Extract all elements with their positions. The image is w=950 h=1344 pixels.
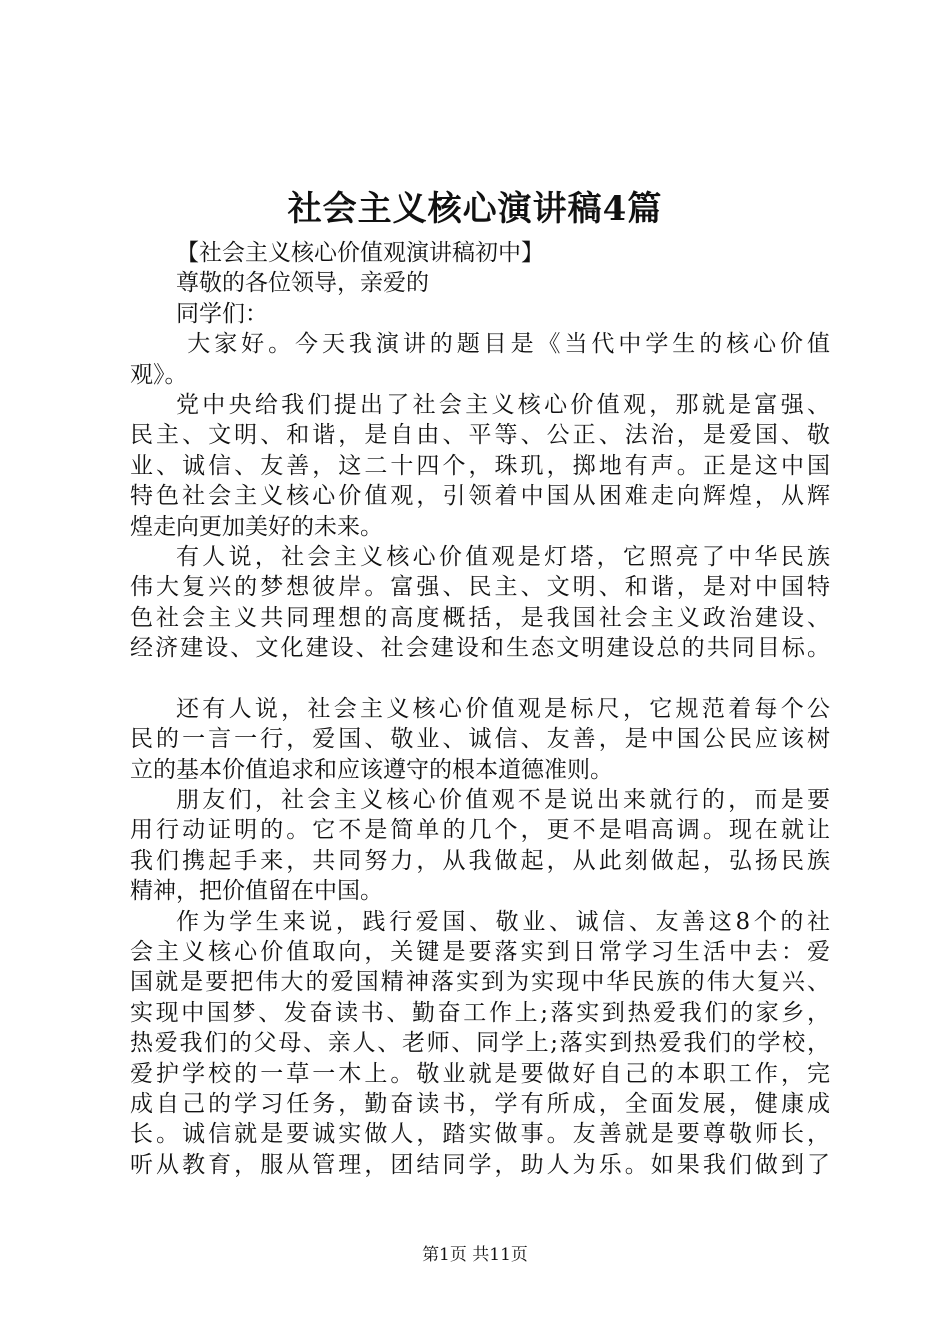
text-line: 伟大复兴的梦想彼岸。富强、民主、文明、和谐，是对中国特 [130,574,830,601]
text-line: 经济建设、文化建设、社会建设和生态文明建设总的共同目标。 [130,635,830,662]
text-line: 尊敬的各位领导，亲爱的 [176,270,429,297]
text-line: 用行动证明的。它不是简单的几个，更不是唱高调。现在就让 [130,817,830,844]
text-line: 还有人说，社会主义核心价值观是标尺，它规范着每个公 [176,695,830,722]
text-line: 实现中国梦、发奋读书、勤奋工作上;落实到热爱我们的家乡， [130,999,830,1026]
text-line: 【社会主义核心价值观演讲稿初中】 [176,240,544,266]
text-line: 民的一言一行，爱国、敬业、诚信、友善，是中国公民应该树 [130,726,830,753]
text-line: 会主义核心价值取向，关键是要落实到日常学习生活中去：爱 [130,938,830,965]
text-line: 热爱我们的父母、亲人、老师、同学上;落实到热爱我们的学校， [130,1030,830,1057]
text-line: 精神，把价值留在中国。 [130,878,383,905]
paragraph-gap [130,663,830,693]
text-line: 民主、文明、和谐，是自由、平等、公正、法治，是爱国、敬 [130,422,830,449]
page-number-footer: 第1页 共11页 [422,1245,528,1265]
text-line: 我们携起手来，共同努力，从我做起，从此刻做起，弘扬民族 [130,847,830,874]
text-line: 听从教育，服从管理，团结同学，助人为乐。如果我们做到了 [130,1151,830,1178]
text-line: 色社会主义共同理想的高度概括，是我国社会主义政治建设、 [130,604,830,631]
text-line: 立的基本价值追求和应该遵守的根本道德准则。 [130,756,613,783]
text-line: 爱护学校的一草一木上。敬业就是要做好自己的本职工作，完 [130,1060,830,1087]
text-line: 煌走向更加美好的未来。 [130,513,383,540]
text-line: 成自己的学习任务，勤奋读书，学有所成，全面发展，健康成 [130,1090,830,1117]
text-line: 长。诚信就是要诚实做人，踏实做事。友善就是要尊敬师长， [130,1121,830,1148]
text-line: 党中央给我们提出了社会主义核心价值观，那就是富强、 [176,391,830,418]
text-line: 大家好。今天我演讲的题目是《当代中学生的核心价值 [176,331,830,358]
text-line: 业、诚信、友善，这二十四个，珠玑，掷地有声。正是这中国 [130,452,830,479]
text-line: 观》。 [130,361,188,388]
text-line: 特色社会主义核心价值观，引领着中国从困难走向辉煌，从辉 [130,483,830,510]
text-line: 朋友们，社会主义核心价值观不是说出来就行的，而是要 [176,787,830,814]
document-title: 社会主义核心演讲稿4篇 [287,189,663,229]
text-line: 作为学生来说，践行爱国、敬业、诚信、友善这8个的社 [176,908,830,935]
text-line: 国就是要把伟大的爱国精神落实到为实现中华民族的伟大复兴、 [130,969,830,996]
text-line: 同学们： [176,300,268,327]
text-line: 有人说，社会主义核心价值观是灯塔，它照亮了中华民族 [176,543,830,570]
document-body [130,238,830,1180]
